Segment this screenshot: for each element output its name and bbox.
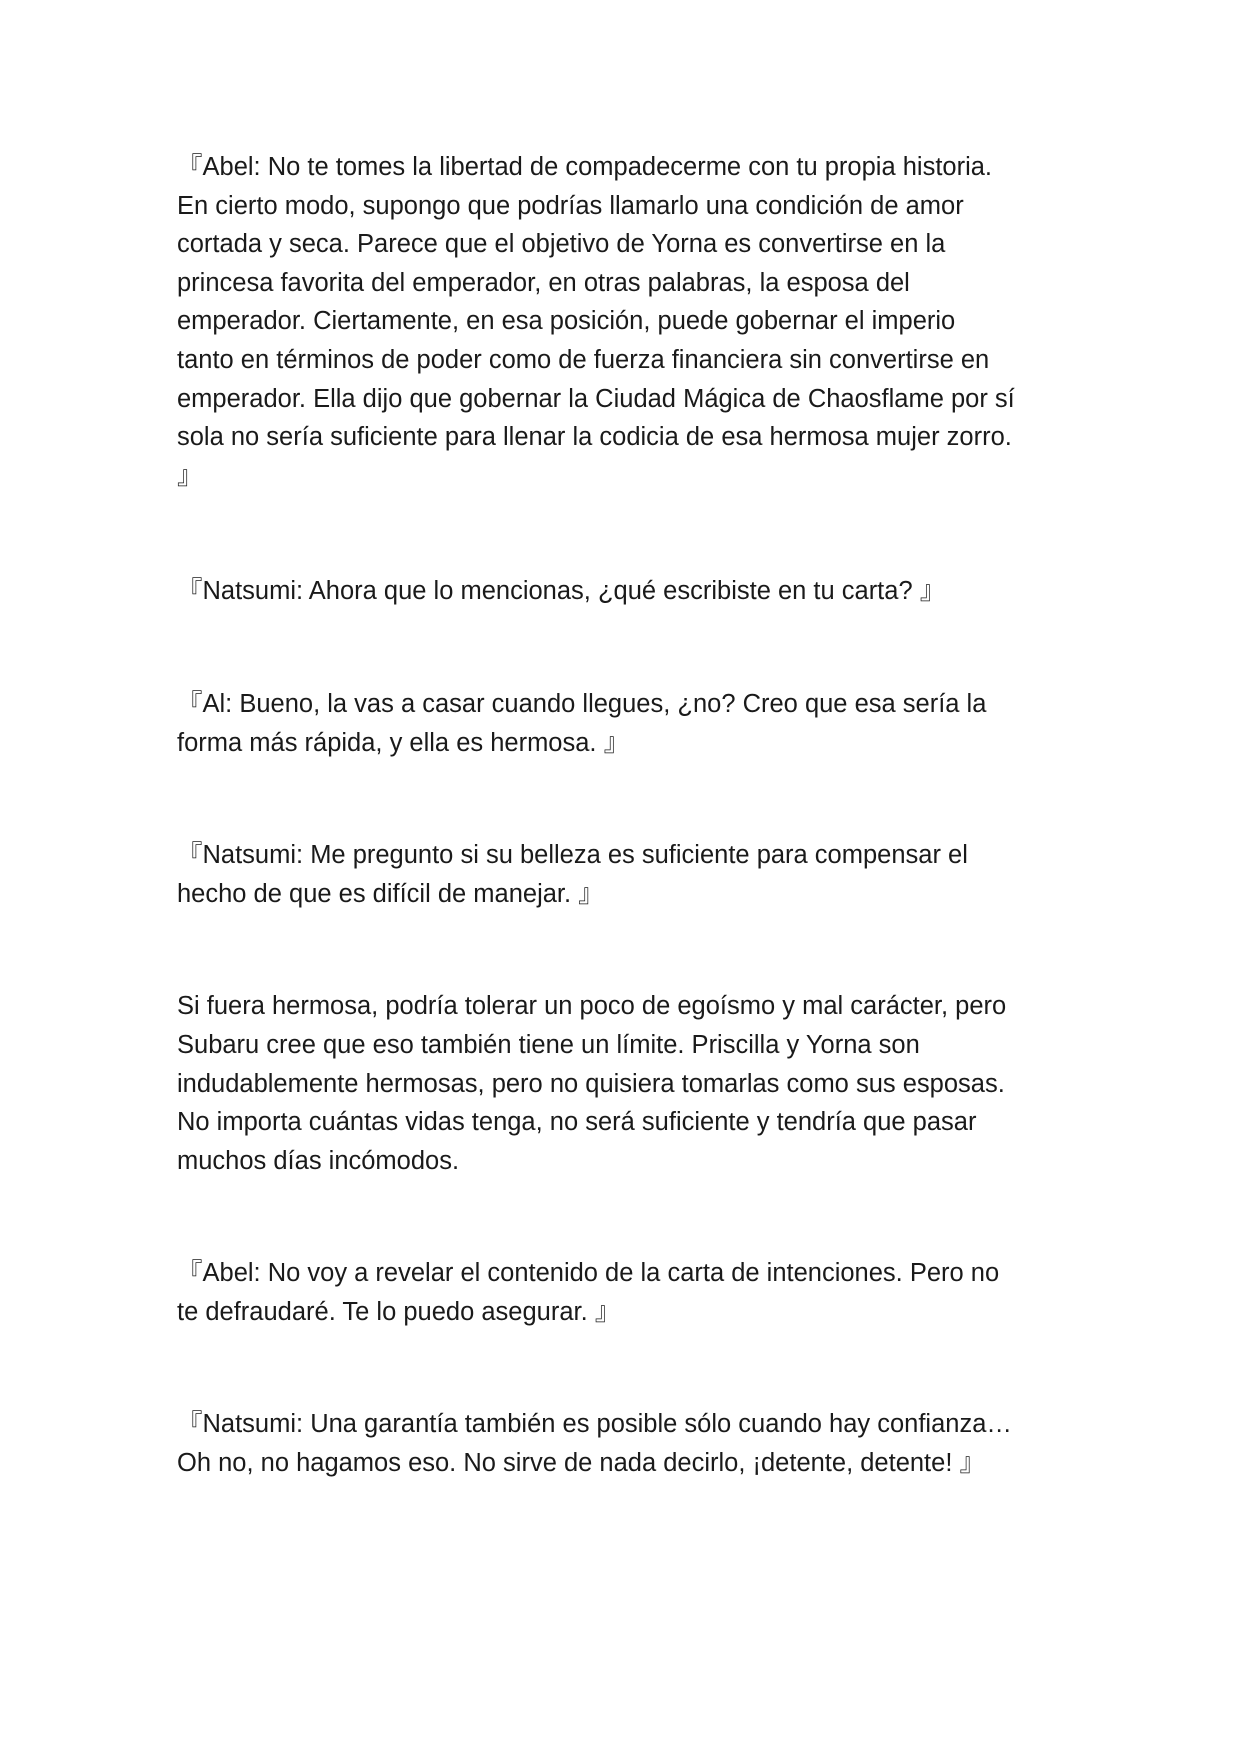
document-page — [177, 148, 1057, 1483]
paragraph-abel-1: 『Abel: No te tomes la libertad de compadecerme con tu propia historia. En cierto modo, supongo que podrías llamarlo una condición de amor cortada y seca. Parece que el objetivo de Yorna es convertirse en la princesa favorita del emperador, en otras palabras, la esposa del emperador. Ciertamente, en esa posición, puede gobernar el imperio tanto en términos de poder como de fuerza financiera sin convertirse en emperador. Ella dijo que gobernar la Ciudad Mágica de Chaosflame por sí sola no sería suficiente para llenar la codicia de esa hermosa mujer zorro. 』 — [177, 153, 1015, 490]
paragraph-natsumi-3: 『Natsumi: Una garantía también es posible sólo cuando hay confianza… Oh no, no hagamos eso. No sirve de nada decirlo, ¡detente, detente! 』 — [177, 1410, 1012, 1478]
paragraph-spacer — [177, 913, 1057, 987]
paragraph-natsumi-2: 『Natsumi: Me pregunto si su belleza es suficiente para compensar el hecho de que es difícil de manejar. 』 — [177, 841, 968, 908]
paragraph-spacer — [177, 611, 1057, 685]
paragraph-natsumi-1: 『Natsumi: Ahora que lo mencionas, ¿qué escribiste en tu carta? 』 — [177, 577, 946, 606]
paragraph-al-1: 『Al: Bueno, la vas a casar cuando llegues, ¿no? Creo que esa sería la forma más rápida, y ella es hermosa. 』 — [177, 689, 987, 757]
paragraph-narration: Si fuera hermosa, podría tolerar un poco de egoísmo y mal carácter, pero Subaru cree que eso también tiene un límite. Priscilla y Yorna son indudablemente hermosas, pero no quisiera tomarlas como sus esposas. No importa cuántas vidas tenga, no será suficiente y tendría que pasar muchos días incómodos. — [177, 992, 1007, 1175]
paragraph-spacer — [177, 762, 1057, 836]
paragraph-spacer — [177, 1331, 1057, 1405]
paragraph-abel-2: 『Abel: No voy a revelar el contenido de la carta de intenciones. Pero no te defraudaré. Te lo puedo asegurar. 』 — [177, 1259, 1000, 1326]
paragraph-spacer — [177, 495, 1057, 572]
paragraph-spacer — [177, 1180, 1057, 1254]
